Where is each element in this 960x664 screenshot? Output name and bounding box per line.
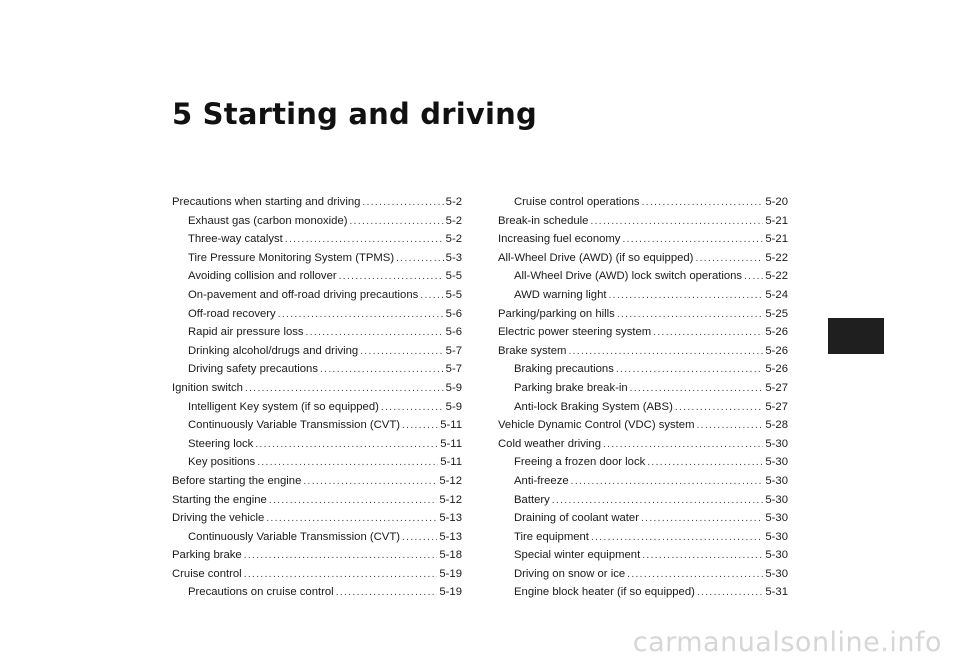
toc-entry-page: 5-25 <box>765 307 788 320</box>
toc-entry[interactable] <box>172 286 462 305</box>
toc-entry-page: 5-24 <box>765 288 788 301</box>
toc-entry[interactable] <box>172 323 462 342</box>
toc-leader-dots <box>278 306 444 324</box>
toc-entry-page: 5-27 <box>765 400 788 413</box>
toc-entry[interactable] <box>498 360 788 379</box>
toc-entry-page: 5-6 <box>445 326 462 339</box>
toc-entry-page: 5-21 <box>765 214 788 227</box>
toc-entry[interactable] <box>172 379 462 398</box>
toc-entry-page: 5-30 <box>765 456 788 469</box>
toc-entry-page: 5-11 <box>440 419 462 432</box>
toc-entry-page: 5-7 <box>445 344 462 357</box>
toc-entry-page: 5-19 <box>439 567 462 580</box>
toc-entry-page: 5-7 <box>445 363 462 376</box>
toc-entry-title: Continuously Variable Transmission (CVT) <box>188 419 400 432</box>
toc-entry-page: 5-18 <box>439 549 462 562</box>
toc-leader-dots <box>336 584 438 602</box>
toc-entry-title: Parking brake break-in <box>514 381 628 394</box>
toc-entry[interactable] <box>498 398 788 417</box>
toc-entry-title: Vehicle Dynamic Control (VDC) system <box>498 419 695 432</box>
toc-entry-title: Before starting the engine <box>172 474 302 487</box>
toc-entry[interactable] <box>172 342 462 361</box>
toc-entry[interactable] <box>498 416 788 435</box>
toc-leader-dots <box>627 566 763 584</box>
toc-leader-dots <box>362 194 443 212</box>
toc-entry-page: 5-13 <box>439 530 462 543</box>
toc-leader-dots <box>617 306 764 324</box>
toc-entry-title: Break-in schedule <box>498 214 589 227</box>
toc-entry-page: 5-22 <box>765 251 788 264</box>
page-title: 5 Starting and driving <box>172 97 537 131</box>
toc-entry-title: Increasing fuel economy <box>498 233 621 246</box>
toc-entry[interactable] <box>172 360 462 379</box>
toc-entry[interactable] <box>498 305 788 324</box>
toc-entry[interactable] <box>172 528 462 547</box>
toc-entry-title: Driving safety precautions <box>188 363 318 376</box>
toc-entry[interactable] <box>498 230 788 249</box>
toc-entry-page: 5-21 <box>765 233 788 246</box>
toc-entry-page: 5-28 <box>765 419 788 432</box>
toc-leader-dots <box>642 194 764 212</box>
toc-entry[interactable] <box>498 323 788 342</box>
toc-leader-dots <box>420 287 443 305</box>
toc-leader-dots <box>285 231 444 249</box>
toc-entry[interactable] <box>498 212 788 231</box>
toc-leader-dots <box>641 510 763 528</box>
toc-leader-dots <box>360 343 443 361</box>
toc-entry-page: 5-31 <box>765 586 788 599</box>
toc-entry-title: Battery <box>514 493 550 506</box>
toc-leader-dots <box>642 547 763 565</box>
toc-entry-page: 5-5 <box>445 288 462 301</box>
toc-entry-title: Tire equipment <box>514 530 589 543</box>
toc-entry-page: 5-30 <box>765 474 788 487</box>
toc-entry[interactable] <box>172 435 462 454</box>
toc-entry-page: 5-20 <box>765 196 788 208</box>
toc-leader-dots <box>350 213 444 231</box>
toc-entry-title: Braking precautions <box>514 363 614 376</box>
toc-entry-title: Exhaust gas (carbon monoxide) <box>188 214 348 227</box>
toc-entry[interactable] <box>498 435 788 454</box>
toc-leader-dots <box>616 361 764 379</box>
toc-entry[interactable] <box>498 509 788 528</box>
toc-leader-dots <box>306 324 444 342</box>
toc-entry-title: AWD warning light <box>514 288 607 301</box>
toc-entry-page: 5-2 <box>445 214 462 227</box>
toc-column-left <box>172 193 462 602</box>
toc-entry-title: Cold weather driving <box>498 437 601 450</box>
toc-entry-title: Drinking alcohol/drugs and driving <box>188 344 359 357</box>
toc-entry-title: Three-way catalyst <box>188 233 283 246</box>
toc-column-right <box>498 193 788 602</box>
toc-leader-dots <box>591 529 763 547</box>
toc-entry-title: All-Wheel Drive (AWD) (if so equipped) <box>498 251 694 264</box>
toc-entry-page: 5-12 <box>439 474 462 487</box>
toc-entry-title: Driving on snow or ice <box>514 567 626 580</box>
toc-entry-page: 5-5 <box>445 270 462 283</box>
toc-leader-dots <box>697 584 764 602</box>
toc-entry-title: Electric power steering system <box>498 326 652 339</box>
toc-entry[interactable] <box>498 453 788 472</box>
toc-entry[interactable] <box>172 193 462 212</box>
toc-entry-page: 5-26 <box>765 344 788 357</box>
toc-entry-title: Rapid air pressure loss <box>188 326 304 339</box>
toc-entry[interactable] <box>172 230 462 249</box>
toc-entry-title: Anti-lock Braking System (ABS) <box>514 400 673 413</box>
toc-leader-dots <box>257 454 438 472</box>
toc-entry-page: 5-30 <box>765 530 788 543</box>
toc-entry[interactable] <box>498 583 788 602</box>
toc-entry[interactable] <box>172 509 462 528</box>
toc-entry[interactable] <box>172 453 462 472</box>
toc-leader-dots <box>603 436 763 454</box>
toc-entry-page: 5-30 <box>765 549 788 562</box>
toc-entry[interactable] <box>498 528 788 547</box>
toc-entry-page: 5-30 <box>765 512 788 525</box>
toc-leader-dots <box>266 510 437 528</box>
toc-entry-title: Freeing a frozen door lock <box>514 456 646 469</box>
toc-entry-title: Parking/parking on hills <box>498 307 615 320</box>
toc-entry-title: Ignition switch <box>172 381 243 394</box>
toc-entry[interactable] <box>498 286 788 305</box>
toc-leader-dots <box>622 231 763 249</box>
toc-leader-dots <box>653 324 763 342</box>
toc-entry[interactable] <box>172 472 462 491</box>
toc-entry-title: Key positions <box>188 456 256 469</box>
toc-entry-page: 5-27 <box>765 381 788 394</box>
toc-entry[interactable] <box>498 472 788 491</box>
toc-entry-title: Precautions when starting and driving <box>172 196 361 208</box>
toc-entry-page: 5-19 <box>439 586 462 599</box>
toc-entry-title: Engine block heater (if so equipped) <box>514 586 695 599</box>
toc-entry-title: Continuously Variable Transmission (CVT) <box>188 530 400 543</box>
toc-leader-dots <box>675 399 764 417</box>
toc-leader-dots <box>744 268 763 286</box>
toc-leader-dots <box>647 454 763 472</box>
toc-entry-title: Precautions on cruise control <box>188 586 334 599</box>
toc-leader-dots <box>402 529 437 547</box>
toc-entry-page: 5-30 <box>765 437 788 450</box>
toc-leader-dots <box>381 399 444 417</box>
toc-entry-page: 5-13 <box>439 512 462 525</box>
toc-entry-title: Steering lock <box>188 437 254 450</box>
toc-entry-page: 5-9 <box>445 400 462 413</box>
toc-entry-page: 5-12 <box>439 493 462 506</box>
toc-entry-title: Cruise control <box>172 567 242 580</box>
toc-entry-title: Cruise control operations <box>514 196 640 208</box>
toc-entry-title: On-pavement and off-road driving precautions <box>188 288 419 301</box>
toc-leader-dots <box>590 213 763 231</box>
watermark: carmanualsonline.info <box>632 627 942 658</box>
toc-leader-dots <box>571 473 764 491</box>
toc-entry-page: 5-9 <box>445 381 462 394</box>
toc-entry[interactable] <box>172 416 462 435</box>
toc-entry-page: 5-11 <box>440 437 462 450</box>
toc-entry-title: Anti-freeze <box>514 474 569 487</box>
toc-entry-title: All-Wheel Drive (AWD) lock switch operations <box>514 270 743 283</box>
toc-entry-page: 5-2 <box>445 196 462 208</box>
toc-entry[interactable] <box>172 212 462 231</box>
toc-entry[interactable] <box>172 583 462 602</box>
toc-entry-title: Special winter equipment <box>514 549 641 562</box>
toc-leader-dots <box>303 473 437 491</box>
toc-entry[interactable] <box>498 565 788 584</box>
toc-entry[interactable] <box>498 267 788 286</box>
toc-entry-title: Parking brake <box>172 549 242 562</box>
toc-entry[interactable] <box>172 305 462 324</box>
toc-leader-dots <box>244 566 438 584</box>
chapter-tab-marker <box>828 318 884 354</box>
toc-entry[interactable] <box>498 379 788 398</box>
toc-entry[interactable] <box>498 491 788 510</box>
toc-leader-dots <box>402 417 438 435</box>
toc-entry[interactable] <box>172 491 462 510</box>
toc-leader-dots <box>552 492 764 510</box>
toc-entry[interactable] <box>172 398 462 417</box>
toc-entry-title: Starting the engine <box>172 493 267 506</box>
toc-entry-title: Intelligent Key system (if so equipped) <box>188 400 379 413</box>
toc-leader-dots <box>695 250 763 268</box>
toc-entry-title: Draining of coolant water <box>514 512 639 525</box>
toc-entry-page: 5-22 <box>765 270 788 283</box>
toc-entry-page: 5-30 <box>765 567 788 580</box>
toc-entry[interactable] <box>172 546 462 565</box>
toc-leader-dots <box>245 380 444 398</box>
toc-entry-page: 5-30 <box>765 493 788 506</box>
toc-entry-title: Tire Pressure Monitoring System (TPMS) <box>188 251 395 264</box>
toc-leader-dots <box>568 343 763 361</box>
toc-entry-page: 5-2 <box>445 233 462 246</box>
toc-leader-dots <box>630 380 764 398</box>
toc-entry[interactable] <box>172 249 462 268</box>
toc-entry-page: 5-6 <box>445 307 462 320</box>
toc-entry[interactable] <box>498 249 788 268</box>
toc-entry[interactable] <box>498 546 788 565</box>
toc-entry[interactable] <box>172 565 462 584</box>
toc-entry-page: 5-3 <box>445 251 462 264</box>
toc-entry[interactable] <box>172 267 462 286</box>
toc-entry-page: 5-11 <box>440 456 462 469</box>
toc-leader-dots <box>396 250 444 268</box>
toc-entry-title: Driving the vehicle <box>172 512 265 525</box>
toc-entry-page: 5-26 <box>765 326 788 339</box>
toc-leader-dots <box>609 287 764 305</box>
toc-entry-page: 5-26 <box>765 363 788 376</box>
toc-entry[interactable] <box>498 342 788 361</box>
toc-leader-dots <box>320 361 444 379</box>
toc-leader-dots <box>244 547 438 565</box>
toc-entry[interactable] <box>498 193 788 212</box>
toc-leader-dots <box>269 492 438 510</box>
toc-leader-dots <box>697 417 764 435</box>
toc-entry-title: Off-road recovery <box>188 307 276 320</box>
toc-leader-dots <box>339 268 444 286</box>
toc-leader-dots <box>255 436 438 454</box>
toc-entry-title: Brake system <box>498 344 567 357</box>
toc-entry-title: Avoiding collision and rollover <box>188 270 337 283</box>
